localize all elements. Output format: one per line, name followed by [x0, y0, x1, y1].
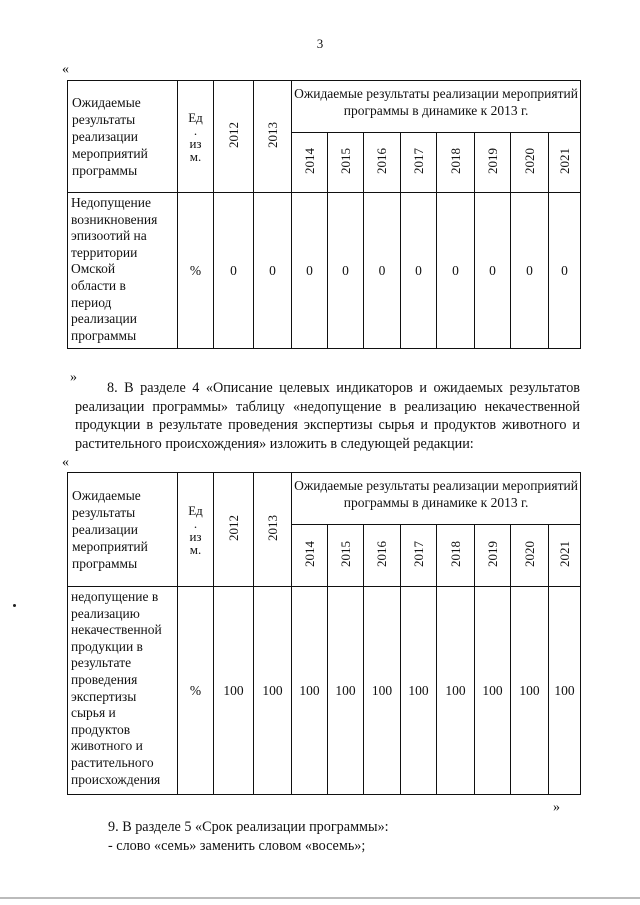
row-value: 0 [292, 193, 328, 349]
header-name-cell [68, 81, 178, 193]
header-year [364, 525, 401, 587]
header-unit-cell [178, 81, 214, 193]
header-year-2013 [254, 81, 292, 193]
header-name-line: программы [72, 163, 138, 178]
header-year-2012 [214, 81, 254, 193]
quote-open-1: « [62, 62, 69, 77]
row-name-line: некачественной [71, 622, 162, 638]
page-bottom-edge [0, 897, 640, 899]
table-row [68, 193, 581, 349]
table-row [68, 587, 581, 795]
row-name-line: недопущение в [71, 589, 159, 604]
row-value: 100 [511, 587, 549, 795]
quote-close-2: » [553, 800, 560, 815]
header-year [437, 525, 475, 587]
row-value: 100 [475, 587, 511, 795]
results-table-2 [67, 472, 581, 795]
row-value: 0 [437, 193, 475, 349]
year-label: 2018 [447, 540, 463, 567]
year-label: 2016 [374, 147, 389, 174]
row-value: 100 [364, 587, 401, 795]
header-name-line: реализации [72, 522, 138, 537]
year-label: 2014 [301, 540, 317, 567]
table-header-row [68, 473, 581, 525]
year-label: 2014 [301, 147, 317, 174]
row-unit: % [178, 193, 214, 349]
row-value: 0 [214, 193, 254, 349]
row-value: 0 [549, 193, 581, 349]
header-year [328, 133, 364, 193]
paragraph-8: 8. В разделе 4 «Описание целевых индикаторов и ожидаемых результатов реализации программы» таблицу «недопущение в реализацию некачественной продукции в результате проведения экспертизы сырья и продуктов животного и растительного происхождения» изложить в следующей редакции: [75, 380, 580, 452]
row-name-cell [68, 193, 178, 349]
year-label: 2021 [556, 540, 572, 567]
row-name-line: период [71, 294, 112, 310]
year-label: 2012 [225, 121, 241, 148]
year-label: 2019 [484, 540, 500, 567]
row-value: 100 [292, 587, 328, 795]
row-unit: % [178, 587, 214, 795]
year-label: 2015 [337, 540, 353, 567]
row-name-line: сырья и [71, 705, 116, 721]
header-dynamics: Ожидаемые результаты реализации мероприятий программы в динамике к 2013 г. [292, 81, 581, 133]
row-name-line: экспертизы [71, 688, 137, 704]
row-name-line: программы [71, 327, 137, 343]
row-name-line: проведения [71, 671, 138, 687]
header-unit-line: Ед [188, 109, 203, 125]
header-unit-cell [178, 473, 214, 587]
results-table-1 [67, 80, 581, 349]
year-label: 2017 [410, 147, 426, 174]
year-label: 2017 [410, 540, 426, 567]
row-name-line: продуктов [71, 721, 131, 737]
header-unit-line: из [189, 135, 202, 151]
header-unit-line: . [193, 515, 198, 531]
page-number: 3 [316, 36, 324, 51]
header-name-line: результаты [72, 112, 136, 127]
header-year [292, 133, 328, 193]
header-year [511, 133, 549, 193]
year-label: 2013 [264, 121, 280, 148]
paragraph-9-item: - слово «семь» заменить словом «восемь»; [108, 838, 366, 854]
header-year [475, 525, 511, 587]
header-unit-line: м. [189, 148, 202, 164]
header-year-2013 [254, 473, 292, 587]
row-name-line: эпизоотий на [71, 228, 147, 244]
header-year [401, 133, 437, 193]
row-name-line: возникновения [71, 211, 158, 227]
row-name-line: территории [71, 244, 138, 260]
row-name-line: Недопущение [71, 195, 151, 210]
year-label: 2018 [447, 147, 463, 174]
row-value: 100 [328, 587, 364, 795]
row-value: 0 [254, 193, 292, 349]
row-value: 100 [254, 587, 292, 795]
year-label: 2015 [337, 147, 353, 174]
row-name-line: происхождения [71, 771, 161, 787]
row-name-line: реализации [71, 311, 137, 327]
row-name-line: животного и [71, 738, 143, 754]
row-name-line: растительного [71, 754, 154, 770]
row-value: 0 [364, 193, 401, 349]
row-value: 0 [475, 193, 511, 349]
year-label: 2020 [521, 147, 537, 174]
header-year [401, 525, 437, 587]
row-value: 100 [401, 587, 437, 795]
header-name-line: Ожидаемые [72, 488, 141, 503]
header-name-line: реализации [72, 129, 138, 144]
row-name-line: Омской [71, 261, 116, 277]
header-year [549, 525, 581, 587]
header-year [475, 133, 511, 193]
year-label: 2016 [374, 540, 389, 567]
header-name-line: программы [72, 556, 138, 571]
row-name-line: продукции в [71, 638, 143, 654]
row-name-cell [68, 587, 178, 795]
header-name-line: Ожидаемые [72, 95, 141, 110]
paragraph-9: 9. В разделе 5 «Срок реализации программы»: [108, 819, 389, 835]
row-value: 100 [437, 587, 475, 795]
header-unit-line: из [189, 528, 202, 544]
header-year-2012 [214, 473, 254, 587]
header-name-line: результаты [72, 505, 136, 520]
header-year [364, 133, 401, 193]
row-value: 0 [328, 193, 364, 349]
header-year [292, 525, 328, 587]
quote-close-1: » [70, 370, 77, 385]
row-value: 0 [511, 193, 549, 349]
row-name-line: области в [71, 277, 126, 293]
row-value: 100 [214, 587, 254, 795]
header-year [549, 133, 581, 193]
year-label: 2012 [225, 514, 241, 541]
year-label: 2013 [264, 514, 280, 541]
header-year [328, 525, 364, 587]
header-name-line: мероприятий [72, 146, 148, 161]
header-year [511, 525, 549, 587]
year-label: 2021 [556, 147, 572, 174]
row-name-line: результате [71, 655, 132, 671]
header-year [437, 133, 475, 193]
header-unit-line: . [193, 122, 198, 138]
header-dynamics: Ожидаемые результаты реализации мероприятий программы в динамике к 2013 г. [292, 473, 581, 525]
header-unit-line: м. [189, 541, 202, 557]
row-value: 0 [401, 193, 437, 349]
quote-open-2: « [62, 455, 69, 470]
row-value: 100 [549, 587, 581, 795]
year-label: 2020 [521, 540, 537, 567]
stray-dot [13, 604, 16, 607]
header-name-line: мероприятий [72, 539, 148, 554]
header-name-cell [68, 473, 178, 587]
table-header-row [68, 81, 581, 133]
header-unit-line: Ед [188, 502, 203, 518]
year-label: 2019 [484, 147, 500, 174]
row-name-line: реализацию [71, 605, 140, 621]
